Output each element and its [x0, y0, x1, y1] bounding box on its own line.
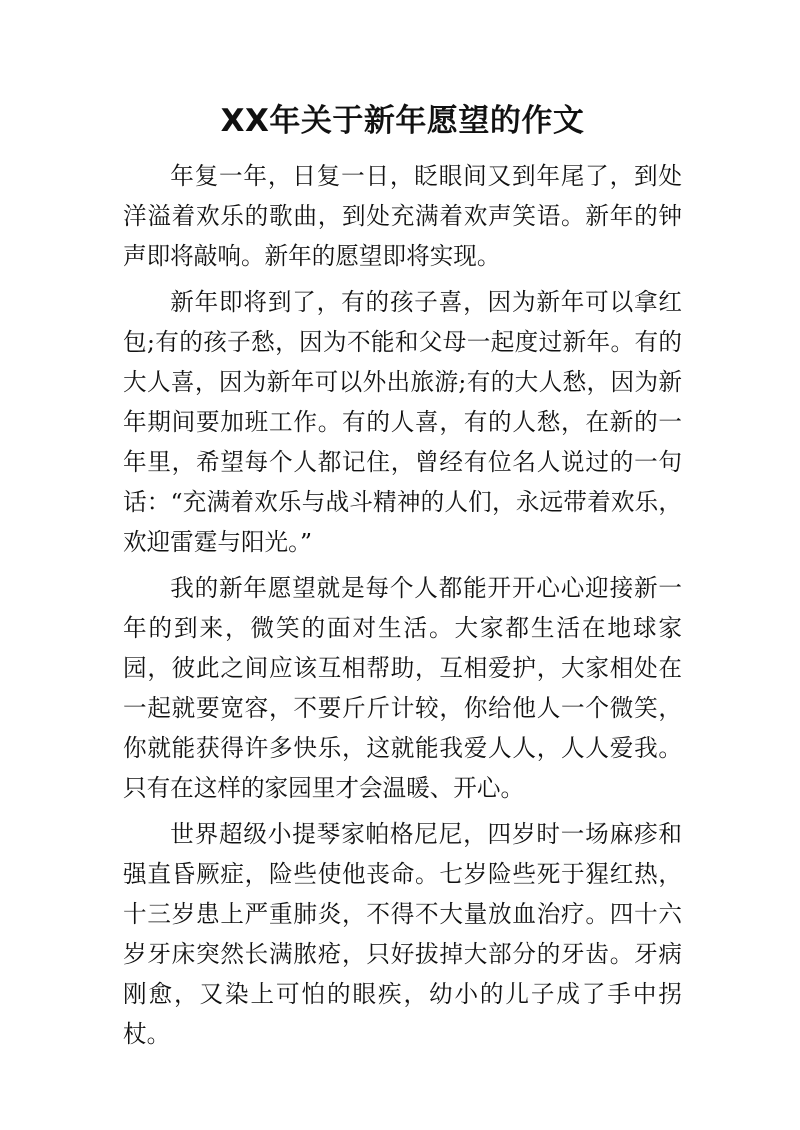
document-title: XX年关于新年愿望的作文: [220, 103, 585, 139]
paragraph-4: 世界超级小提琴家帕格尼尼，四岁时一场麻疹和强直昏厥症，险些使他丧命。七岁险些死于猩红热，十三岁患上严重肺炎，不得不大量放血治疗。四十六岁牙床突然长满脓疮，只好拔掉大部分的牙齿。牙病刚愈，又染上可怕的眼疾，幼小的儿子成了手中拐杖。: [123, 820, 682, 1048]
paragraph-3: 我的新年愿望就是每个人都能开开心心迎接新一年的到来，微笑的面对生活。大家都生活在地球家园，彼此之间应该互相帮助，互相爱护，大家相处在一起就要宽容，不要斤斤计较，你给他人一个微笑，你就能获得许多快乐，这就能我爱人人，人人爱我。只有在这样的家园里才会温暖、开心。: [123, 574, 682, 802]
paragraph-2: 新年即将到了，有的孩子喜，因为新年可以拿红包;有的孩子愁，因为不能和父母一起度过新年。有的大人喜，因为新年可以外出旅游;有的大人愁，因为新年期间要加班工作。有的人喜，有的人愁，在新的一年里，希望每个人都记住，曾经有位名人说过的一句话：“充满着欢乐与战斗精神的人们，永远带着欢乐，欢迎雷霆与阳光。”: [123, 288, 682, 556]
paragraph-1: 年复一年，日复一日，眨眼间又到年尾了，到处洋溢着欢乐的歌曲，到处充满着欢声笑语。新年的钟声即将敲响。新年的愿望即将实现。: [123, 162, 682, 270]
